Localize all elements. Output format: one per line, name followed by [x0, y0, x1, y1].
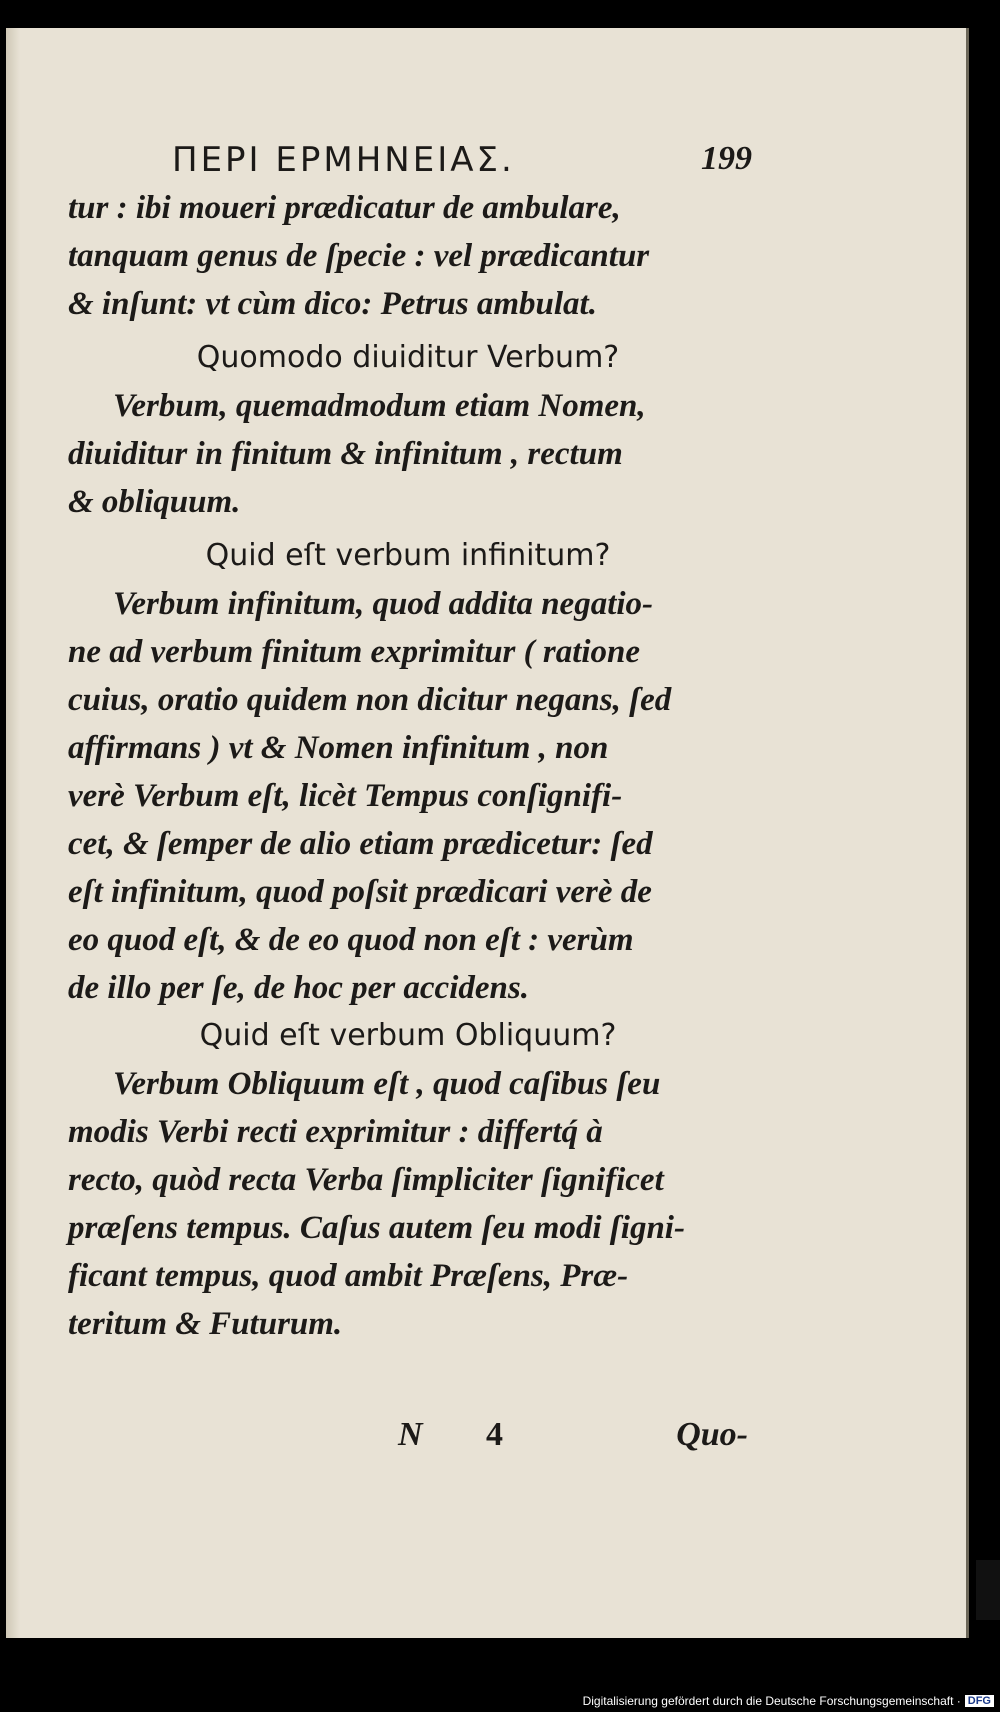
book-page — [6, 28, 969, 1638]
text-line: & inſunt: vt cùm dico: Petrus ambulat. — [68, 286, 597, 322]
text-line: tur : ibi moueri prædicatur de ambulare, — [68, 190, 621, 226]
text-line: ne ad verbum finitum exprimitur ( ratione — [68, 634, 641, 670]
text-line: eo quod eſt, & de eo quod non eſt : verùm — [68, 922, 634, 958]
catchword: Quo- — [676, 1416, 748, 1453]
signature-number: 4 — [486, 1416, 503, 1453]
text-line: recto, quòd recta Verba ſimpliciter ſignificet — [68, 1162, 664, 1198]
text-line: affirmans ) vt & Nomen infinitum , non — [68, 730, 609, 766]
text-line: cuius, oratio quidem non dicitur negans, ſed — [68, 682, 672, 718]
text-line: diuiditur in finitum & infinitum , rectum — [68, 436, 623, 472]
text-line: & obliquum. — [68, 484, 241, 520]
running-header — [172, 140, 752, 180]
text-line: Verbum infinitum, quod addita negatio- — [113, 586, 654, 622]
text-line: verè Verbum eſt, licèt Tempus conſignifi- — [68, 778, 623, 814]
text-line: cet, & ſemper de alio etiam prædicetur: ſed — [68, 826, 653, 862]
text-line: de illo per ſe, de hoc per accidens. — [68, 970, 529, 1006]
question-heading: Quid eſt verbum Obliquum? — [199, 1018, 617, 1053]
text-line: modis Verbi recti exprimitur : differtq́ à — [68, 1114, 603, 1150]
text-line: ficant tempus, quod ambit Præſens, Præ- — [68, 1258, 629, 1294]
question-heading: Quomodo diuiditur Verbum? — [196, 340, 620, 375]
text-line: præſens tempus. Caſus autem ſeu modi ſigni- — [68, 1210, 685, 1246]
text-line: eſt infinitum, quod poſsit prædicari verè de — [68, 874, 652, 910]
page-number: 199 — [701, 140, 752, 177]
text-line: tanquam genus de ſpecie : vel prædicantur — [68, 238, 650, 274]
credit-text: Digitalisierung gefördert durch die Deutsche Forschungsgemeinschaft · — [582, 1694, 961, 1708]
dfg-logo: DFG — [965, 1695, 994, 1707]
text-line: Verbum Obliquum eſt , quod caſibus ſeu — [113, 1066, 661, 1102]
header-title: ΠΕΡΙ ΕΡΜΗΝΕΙΑΣ. — [172, 140, 515, 180]
signature-mark: N — [398, 1416, 423, 1453]
body-text — [68, 190, 748, 1354]
scan-edge — [976, 1560, 1000, 1620]
text-line: teritum & Futurum. — [68, 1306, 343, 1342]
text-line: Verbum, quemadmodum etiam Nomen, — [113, 388, 646, 424]
question-heading: Quid eſt verbum infinitum? — [205, 538, 611, 573]
digitization-credit — [583, 1694, 994, 1708]
